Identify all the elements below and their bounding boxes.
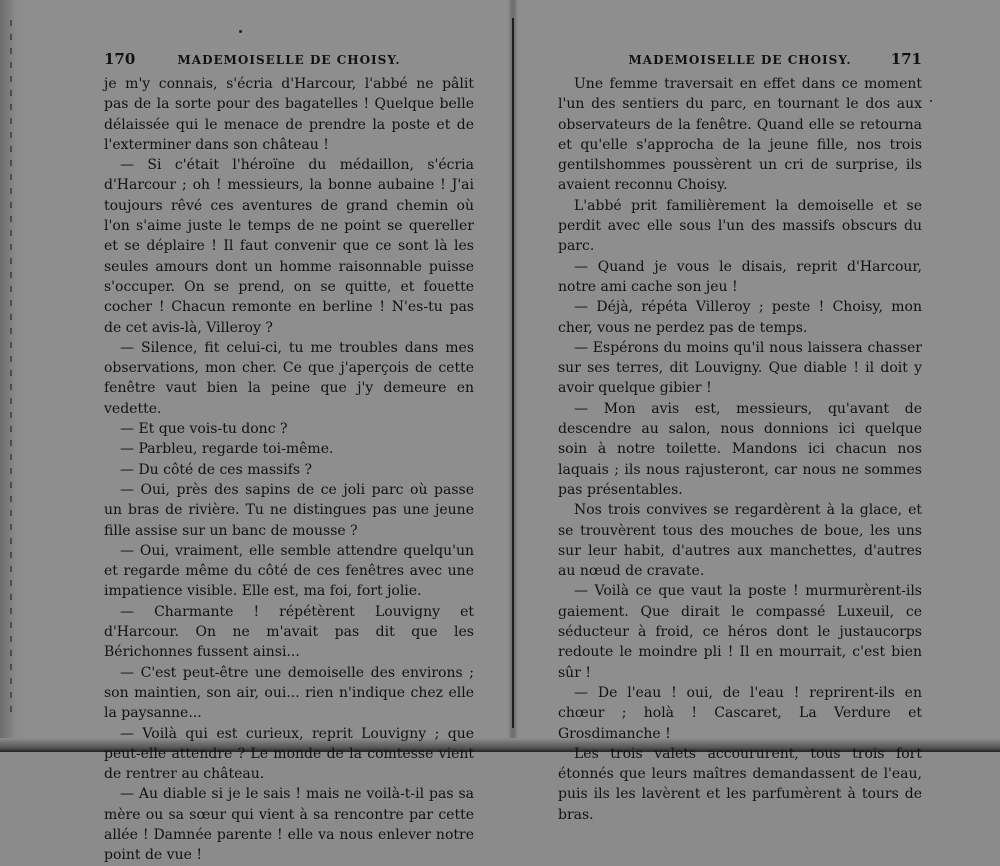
left-page (104, 50, 474, 866)
paragraph: — Et que vois-tu donc ? (120, 421, 288, 438)
paragraph: — Oui, vraiment, elle semble attendre quelqu'un et regarde même du côté de ces fenêtres avec une impatience visible. Elle est, ma foi, fort jolie. (104, 542, 474, 600)
left-page-text (104, 74, 474, 866)
book-gutter (508, 0, 518, 752)
left-running-head (104, 50, 474, 74)
paragraph: Nos trois convives se regardèrent à la glace, et se trouvèrent tous des mouches de boue, les uns sur leur habit, d'autres aux manchettes, d'autres au nœud de cravate. (558, 502, 922, 580)
paragraph: — Du côté de ces massifs ? (120, 461, 313, 478)
right-running-head (558, 50, 922, 74)
ink-speck (239, 30, 242, 33)
left-page-number: 170 (104, 50, 136, 68)
paragraph: — C'est peut-être une demoiselle des environs ; son maintien, son air, oui... rien n'indique chez elle la paysanne... (104, 664, 474, 722)
right-running-title: MADEMOISELLE DE CHOISY. (628, 53, 852, 67)
paragraph: — De l'eau ! oui, de l'eau ! reprirent-ils en chœur ; holà ! Cascaret, La Verdure et Grosdimanche ! (558, 684, 922, 742)
paragraph: — Si c'était l'héroïne du médaillon, s'écria d'Harcour ; oh ! messieurs, la bonne aubaine ! J'ai toujours rêvé ces aventures de grand chemin où l'on s'aime juste le temps de ne point se quereller et se déplaire ! Il faut convenir que ce sont là les seules amours dont un homme raisonnable puisse s'occuper. On se prend, on se quitte, et fouette cocher ! Chacun remonte en berline ! N'es-tu pas de cet avis-là, Villeroy ? (104, 157, 474, 336)
paragraph: — Oui, près des sapins de ce joli parc où passe un bras de rivière. Tu ne distingues pas une jeune fille assise sur un banc de mousse ? (104, 481, 474, 539)
paragraph: — Voilà ce que vaut la poste ! murmurèrent-ils gaiement. Que dirait le compassé Luxeuil, ce séducteur à froid, ce héros dont le justaucorps redoute le moindre pli ! Il en mourrait, c'est bien sûr ! (558, 583, 922, 681)
paragraph: — Parbleu, regarde toi-même. (120, 441, 334, 458)
paragraph: — Espérons du moins qu'il nous laissera chasser sur ses terres, dit Louvigny. Que diable ! il doit y avoir quelque gibier ! (558, 339, 922, 397)
paragraph: je m'y connais, s'écria d'Harcour, l'abbé ne pâlit pas de la sorte pour des bagatelles ! Quelque belle délaissée qui le menace de prendre la poste et de l'exterminer dans son château ! (104, 76, 474, 153)
paragraph: — Déjà, répéta Villeroy ; peste ! Choisy, mon cher, vous ne perdez pas de temps. (558, 299, 922, 336)
paragraph: — Voilà qui est curieux, reprit Louvigny ; que peut-elle attendre ? Le monde de la comtesse vient de rentrer au château. (104, 725, 474, 783)
paragraph: — Charmante ! répétèrent Louvigny et d'Harcour. On ne m'avait pas dit que les Bérichonnes fussent ainsi... (104, 603, 474, 661)
ink-speck (930, 100, 932, 102)
right-page-text (558, 74, 922, 825)
paragraph: — Mon avis est, messieurs, qu'avant de descendre au salon, nous donnions ici quelque soin à notre toilette. Mandons ici chacun nos laquais ; ils nous rajusteront, car nous ne sommes pas présentables. (558, 400, 922, 498)
left-running-title: MADEMOISELLE DE CHOISY. (177, 53, 401, 67)
paragraph: — Silence, fit celui-ci, tu me troubles dans mes observations, mon cher. Ce que j'aperçois de cette fenêtre vaut bien la peine que j'y demeure en vedette. (104, 339, 474, 417)
paragraph: — Au diable si je le sais ! mais ne voilà-t-il pas sa mère ou sa sœur qui vient à sa rencontre par cette allée ! Damnée parente ! elle va nous enlever notre point de vue ! (104, 786, 474, 864)
left-page-edge (0, 0, 28, 752)
paragraph: Les trois valets accoururent, tous trois fort étonnés que leurs maîtres demandassent de l'eau, puis ils les lavèrent et les parfumèrent à tours de bras. (558, 745, 922, 823)
right-page (558, 50, 922, 825)
paragraph: L'abbé prit familièrement la demoiselle et se perdit avec elle sous l'un des massifs obscurs du parc. (558, 197, 922, 255)
paragraph: — Quand je vous le disais, reprit d'Harcour, notre ami cache son jeu ! (558, 258, 922, 295)
right-page-number: 171 (890, 50, 922, 68)
paragraph: Une femme traversait en effet dans ce moment l'un des sentiers du parc, en tournant le dos aux observateurs de la fenêtre. Quand elle se retourna et qu'elle s'approcha de la jeune fille, nos trois gentilshommes poussèrent un cri de surprise, ils avaient reconnu Choisy. (558, 76, 922, 194)
